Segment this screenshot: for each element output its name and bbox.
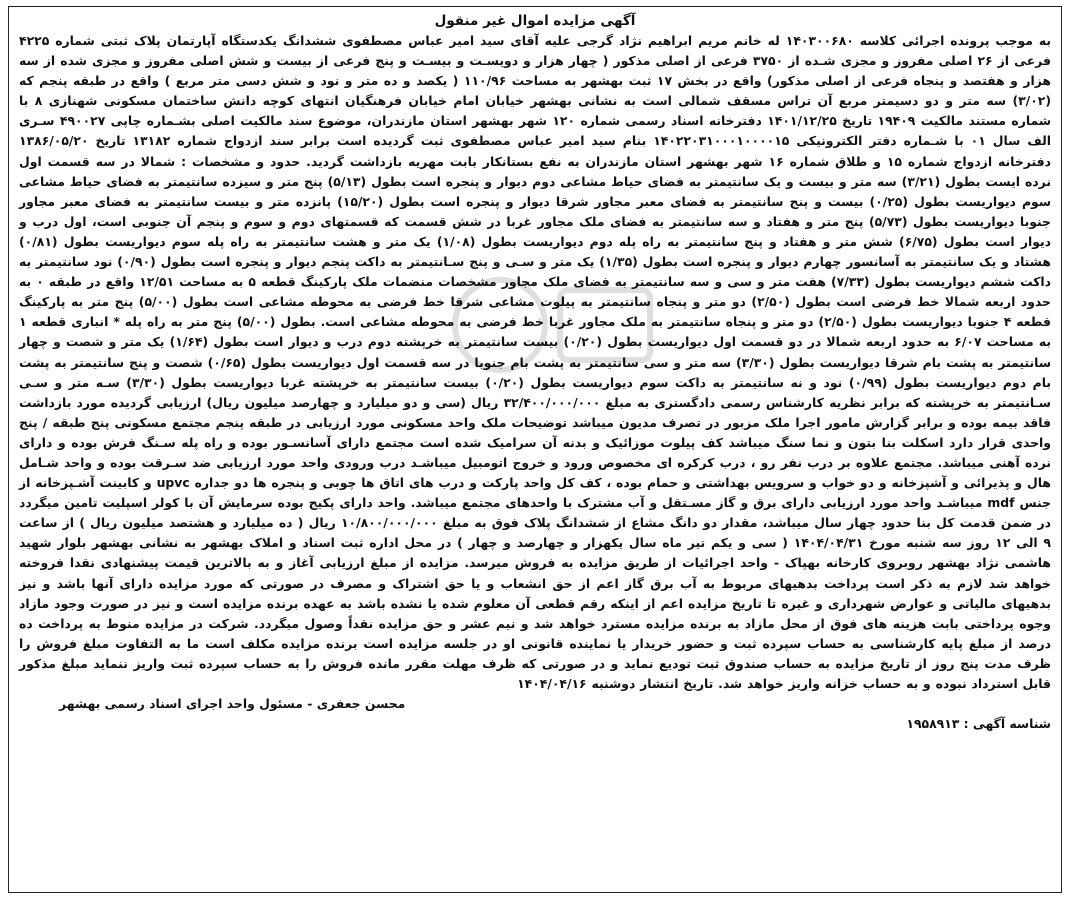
notice-title: آگهی مزایده اموال غیر منقول	[434, 13, 636, 29]
notice-id: شناسه آگهی : ۱۹۵۸۹۱۳	[906, 716, 1051, 732]
auction-notice	[8, 6, 1062, 893]
notice-body: به موجب پرونده اجرائی کلاسه ۱۴۰۳۰۰۶۸۰ له خانم مریم ابراهیم نژاد گرجی علیه آقای سید امیر عباس مصطفوی ششدانگ یکدستگاه آپارتمان پلاک ثبتی شماره ۴۲۲۵ فرعی از ۲۶ اصلی مفروز و مجزی شـده از ۳۷۵۰ فرعی از اصلی مذکور ( چهار هزار و دویسـت و بیسـت و پنج فرعی از بیست و شش اصلی مفروز و مجزی شده از سه هزار و هفتصد و پنجاه فرعی از اصلی مذکور) واقع در بخش ۱۷ ثبت بهشهر به مساحت ۱۱۰/۹۶ ( یکصد و ده متر و نود و شش دسی متر مربع ) واقع در طبقه پنجم که (۳/۰۲) سه متر و دو دسیمتر مربع آن تراس مسقف شمالی است به نشانی بهشهر خیابان امام خیابان فرهنگیان انتهای کوچه دانش ساختمان مسکونی شهنازی ۸ با شماره مستند مالکیت ۱۹۴۰۹ تاریخ ۱۴۰۱/۱۲/۲۵ دفترخانه اسناد رسمی شماره ۱۲۰ شهر بهشهر استان مازندران، موضوع سند مالکیت اصلی بشـماره چاپی ۴۹۰۰۲۷ سـری الف سال ۰۱ با شـماره دفتر الکترونیکی ۱۴۰۲۲۰۳۱۰۰۰۱۰۰۰۰۱۵ بنام سید امیر عباس مصطفوی ثبت گردیده است برابر سند ازدواج شماره ۱۳۱۸۲ تاریخ ۱۳۸۶/۰۵/۲۰ دفترخانه ازدواج شماره ۱۵ و طلاق شماره ۱۶ شهر بهشهر استان مازندران به نفع بستانکار بابت مهریه بازداشت گردید. حدود و مشخصات : شمالا در سه قسمت اول نرده ایست بطول (۳/۲۱) سه متر و بیست و یک سانتیمتر به فضای حیاط مشاعی دوم دیوار و پنجره است بطول (۵/۱۳) پنج متر و سیزده سانتیمتر به فضای حیاط مشاعی سوم دیواریست بطول (۰/۲۵) بیست و پنج سانتیمتر به فضای معبر مجاور شرقا دیوار و پنجره است بطول (۱۵/۲۰) پانزده متر و بیست سانتیمتر به فضای معبر مجاور جنوبا دیواریست بطول (۵/۷۳) پنج متر و هفتاد و سه سانتیمتر به فضای ملک مجاور غربا در شش قسمت که قسمتهای دوم و سوم و پنجم آن جنوبی است، اول درب و دیوار است بطول (۶/۷۵) شش متر و هفتاد و پنج سانتیمتر به راه پله دوم دیواریست بطول (۱/۰۸) یک متر و هشت سانتیمتر به راه پله سوم دیواریست بطول (۰/۸۱) هشتاد و یک سانتیمتر به آسانسور چهارم دیوار و پنجره است بطول (۱/۳۵) یک متر و سـی و پنج سـانتیمتر به داکت پنجم دیوار و پنجره است بطول (۰/۹۰) نود سانتیمتر به داکت ششم دیواریست بطول (۷/۳۳) هفت متر و سی و سه سانتیمتر به فضای ملک مجاور مشخصات منضمات ملک پارکینگ قطعه ۵ به مساحت ۱۲/۵۱ واقع در طبقه ۰ به حدود اربعه شمالا خط فرضی است بطول (۲/۵۰) دو متر و پنجاه سانتیمتر به پیلوت مشاعی شرقا خط فرضی به محوطه مشاعی است بطول (۵/۰۰) پنج متر به پارکینگ قطعه ۴ جنوبا دیواریست بطول (۲/۵۰) دو متر و پنجاه سانتیمتر به ملک مجاور غربا خط فرضی به محوطه مشاعی است. بطول (۵/۰۰) پنج متر به راه پله * انباری قطعه ۱ به مساحت ۶/۰۷ به حدود اربعه شمالا در دو قسمت اول دیواریست بطول (۰/۲۰) بیست سانتیمتر به خرپشته دوم درب و دیوار است بطول (۱/۶۴) یک متر و شصت و چهار سانتیمتر به پشت بام شرقا دیواریست بطول (۳/۳۰) سه متر و سی سانتیمتر به پشت بام جنوبا در سه قسمت اول دیواریست بطول (۰/۶۵) شصت و پنج سانتیمتر به پشت بام دوم دیواریست بطول (۰/۹۹) نود و نه سانتیمتر به داکت سوم دیواریست بطول (۰/۲۰) بیست سانتیمتر به خرپشته غربا دیواریست بطول (۳/۳۰) سـه متر و سـی سـانتیمتر به خرپشته که برابر نظریه کارشناس رسمی دادگستری به مبلغ ۳۲/۴۰۰/۰۰۰/۰۰۰ ریال (سی و دو میلیارد و چهارصد میلیون ریال) ارزیابی گردیده مورد بازداشت فاقد بیمه بوده و برابر گزارش مامور اجرا ملک مزبور در تصرف مدیون میباشد توضیحات ملک واحد مسکونی مورد ارزیابی در طبقه پنجم مجتمع مسکونی پنج طبقه / پنج واحدی قرار دارد اسکلت بنا بتون و نما سنگ میباشد کف پیلوت موزائیک و بدنه آن سرامیک شده است مجتمع دارای آسانسـور بوده و راه پله سـنگ فرش بوده و دارای نرده آهنی میباشد. مجتمع علاوه بر درب نفر رو ، درب کرکره ای مخصوص ورود و خروج اتومبیل میباشـد درب ورودی واحد مورد ارزیابی ضد سـرقت بوده و واحد شـامل هال و پذیرائی و آشپزخانه و دو خواب و سرویس بهداشتی و حمام بوده ، کف کل واحد پارکت و درب های اتاق ها چوبی و پنجره ها دو جداره upvc و کابینت آشـپزخانه از جنس mdf میباشـد واحد مورد ارزیابی دارای برق و گاز مسـتقل و آب مشترک با واحدهای مجتمع میباشد. واحد دارای پکیج بوده سرمایش آن با کولر اسپلیت تامین میگردد در ضمن قدمت کل بنا حدود چهار سال میباشد، مقدار دو دانگ مشاع از ششدانگ پلاک فوق به مبلغ ۱۰/۸۰۰/۰۰۰/۰۰۰ ریال ( ده میلیارد و هشتصد میلیون ریال ) از ساعت ۹ الی ۱۲ روز سه شنبه مورخ ۱۴۰۴/۰۴/۳۱ ( سی و یکم تیر ماه سال یکهزار و چهارصد و چهار ) در محل اداره ثبت اسناد و املاک بهشهر به نشانی بهشهر بلوار شهید هاشمی نژاد بهشهر روبروی کارخانه بهپاک - واحد اجرائیات از طریق مزایده به فروش میرسد. مزایده از مبلغ ارزیابی آغاز و به بالاترین قیمت پیشنهادی نقدا فروخته خواهد شد لازم به ذکر است پرداخت بدهیهای مربوط به آب برق گاز اعم از حق انشعاب و یا حق اشتراک و مصرف در صورتی که مورد مزایده دارای آنها باشد و نیز بدهیهای مالیاتی و عوارض شهرداری و غیره تا تاریخ مزایده اعم از اینکه رقم قطعی آن معلوم شده یا نشده باشد به عهده برنده مزایده است و نیز در صورت وجود مازاد وجوه پرداختی بابت هزینه های فوق از محل مازاد به برنده مزایده مسترد خواهد شد و نیم عشر و حق مزایده نقداً وصول میگردد. شرکت در مزایده منوط به پرداخت ده درصد از مبلغ پایه کارشناسی به حساب سپرده ثبت و حضور خریدار یا نماینده قانونی او در جلسه مزایده است برنده مزایده مکلف است ما به التفاوت مبلغ فروش را ظرف مدت پنج روز از تاریخ مزایده به حساب صندوق ثبت تودیع نماید و در صورتی که ظرف مهلت مقرر مانده فروش را به حساب سپرده ثبت واریز ننماید مبلغ مذکور قابل استرداد نبوده و به حساب خزانه واریز خواهد شد. تاریخ انتشار دوشنبه ۱۴۰۴/۰۴/۱۶	[19, 33, 1052, 691]
signature-line	[19, 694, 1051, 714]
signer-name: محسن جعفری - مسئول واحد اجرای اسناد رسمی بهشهر	[59, 696, 406, 712]
